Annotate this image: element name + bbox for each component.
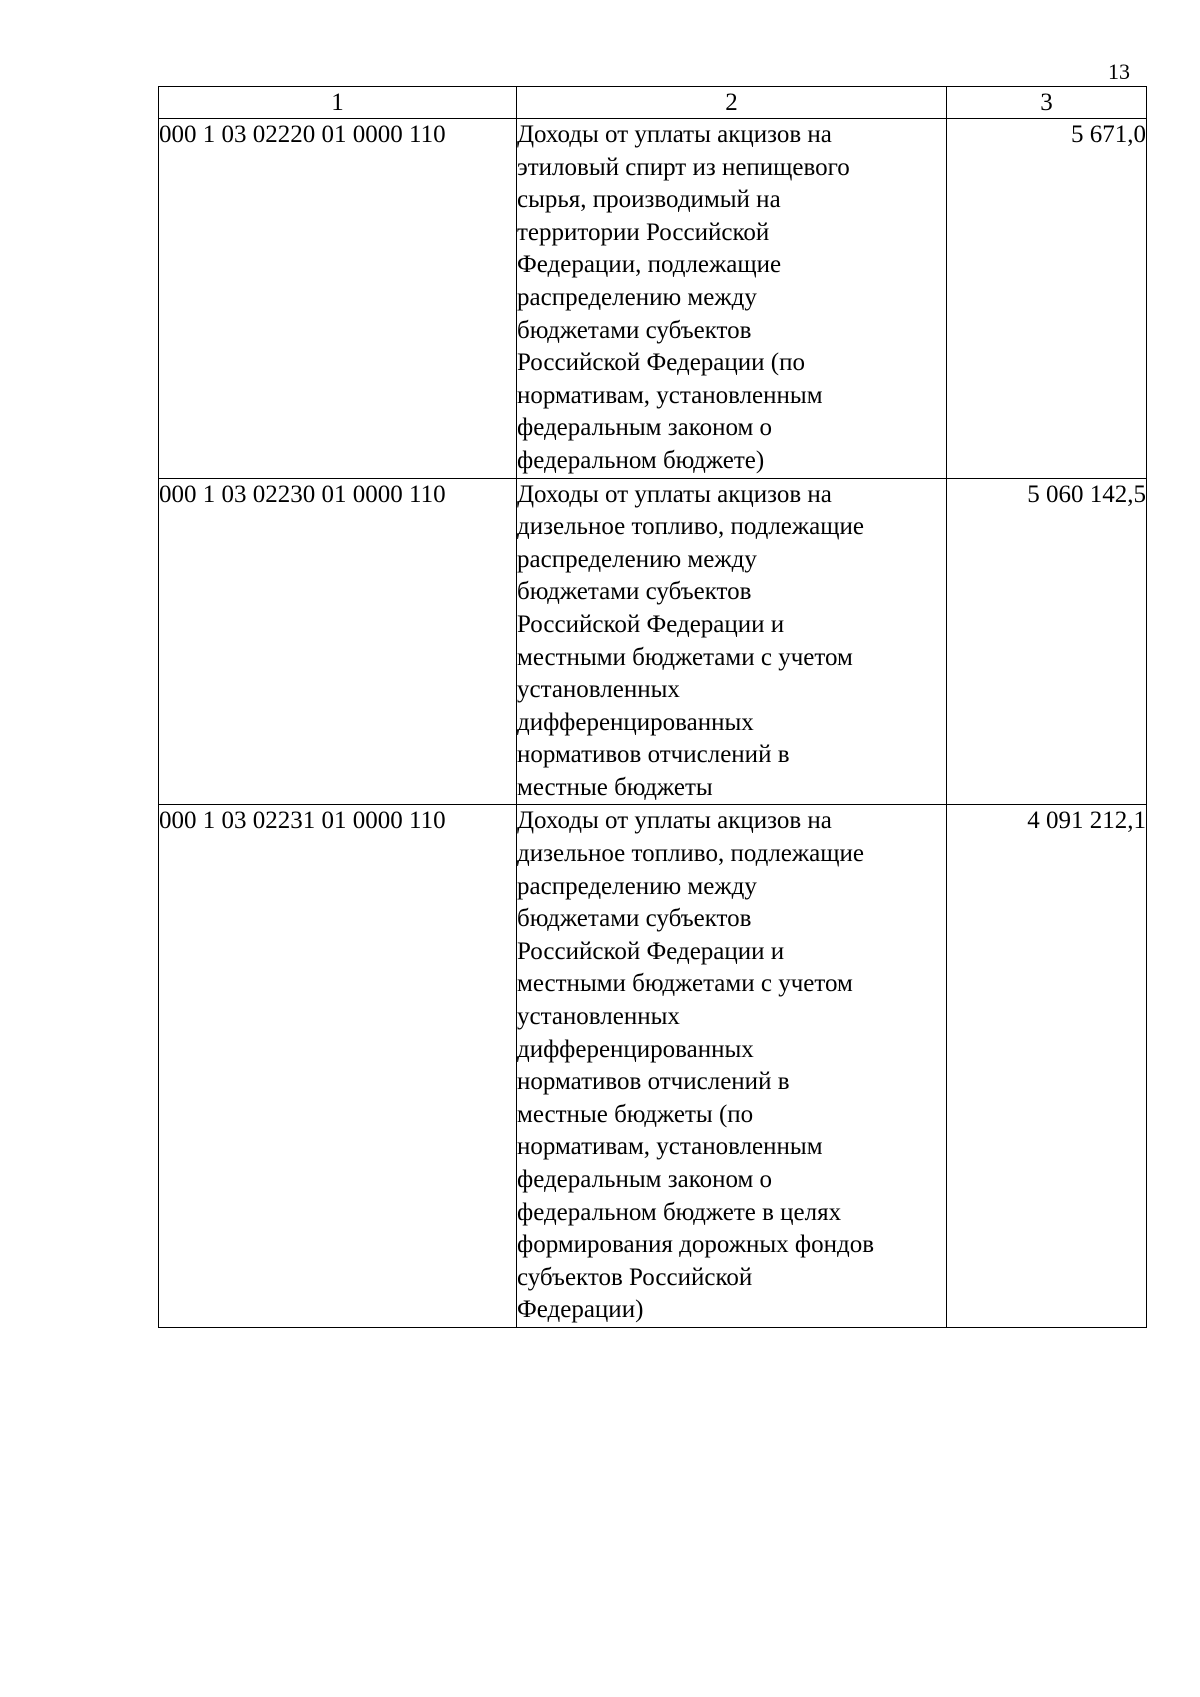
revenue-amount: 5 671,0	[947, 119, 1147, 479]
description-line: субъектов Российской	[517, 1263, 753, 1291]
table-body	[159, 119, 1147, 1328]
revenue-table	[158, 86, 1147, 1328]
description-line: бюджетами субъектов	[517, 578, 752, 606]
description-line: нормативам, установленным	[517, 381, 823, 409]
description-line: местными бюджетами с учетом	[517, 970, 853, 998]
revenue-description	[517, 119, 947, 479]
description-line: дизельное топливо, подлежащие	[517, 840, 864, 868]
description-line: местные бюджеты	[517, 773, 713, 801]
description-line: нормативов отчислений в	[517, 1068, 790, 1096]
description-line: этиловый спирт из непищевого	[517, 153, 850, 181]
table-row	[159, 119, 1147, 479]
table-header-row	[159, 87, 1147, 119]
description-line: сырья, производимый на	[517, 186, 781, 214]
description-line: федеральном бюджете)	[517, 446, 765, 474]
description-line: Российской Федерации (по	[517, 349, 805, 377]
revenue-amount: 4 091 212,1	[947, 805, 1147, 1328]
column-header-code: 1	[159, 87, 517, 119]
budget-classification-code: 000 1 03 02230 01 0000 110	[159, 478, 517, 805]
column-header-description: 2	[517, 87, 947, 119]
description-line: распределению между	[517, 872, 757, 900]
revenue-description	[517, 805, 947, 1328]
description-line: федеральным законом о	[517, 1166, 773, 1193]
table-row	[159, 805, 1147, 1328]
table-row	[159, 478, 1147, 805]
description-line: установленных	[517, 676, 680, 704]
description-line: формирования дорожных фондов	[517, 1231, 874, 1259]
description-line: территории Российской	[517, 218, 770, 246]
budget-classification-code: 000 1 03 02231 01 0000 110	[159, 805, 517, 1328]
description-line: Доходы от уплаты акцизов на	[517, 121, 832, 148]
description-line: бюджетами субъектов	[517, 905, 752, 933]
description-line: федеральном бюджете в целях	[517, 1198, 842, 1226]
description-line: дифференцированных	[517, 708, 754, 736]
description-line: местные бюджеты (по	[517, 1100, 754, 1128]
description-line: Доходы от уплаты акцизов на	[517, 807, 832, 835]
revenue-description	[517, 478, 947, 805]
revenue-amount: 5 060 142,5	[947, 478, 1147, 805]
column-header-amount: 3	[947, 87, 1147, 119]
description-line: нормативов отчислений в	[517, 741, 790, 769]
description-line: распределению между	[517, 545, 757, 573]
description-line: дизельное топливо, подлежащие	[517, 513, 864, 541]
description-line: Российской Федерации и	[517, 937, 785, 965]
description-line: местными бюджетами с учетом	[517, 643, 853, 671]
description-line: Российской Федерации и	[517, 610, 785, 638]
description-line: нормативам, установленным	[517, 1133, 823, 1161]
description-line: бюджетами субъектов	[517, 316, 752, 344]
description-line: Федерации, подлежащие	[517, 251, 782, 279]
description-line: Доходы от уплаты акцизов на	[517, 480, 832, 508]
budget-classification-code: 000 1 03 02220 01 0000 110	[159, 119, 517, 479]
description-line: распределению между	[517, 283, 757, 311]
description-line: федеральным законом о	[517, 414, 773, 442]
description-line: установленных	[517, 1003, 680, 1031]
description-line: дифференцированных	[517, 1035, 754, 1063]
description-line: Федерации)	[517, 1296, 644, 1324]
page-number: 13	[1108, 59, 1130, 84]
